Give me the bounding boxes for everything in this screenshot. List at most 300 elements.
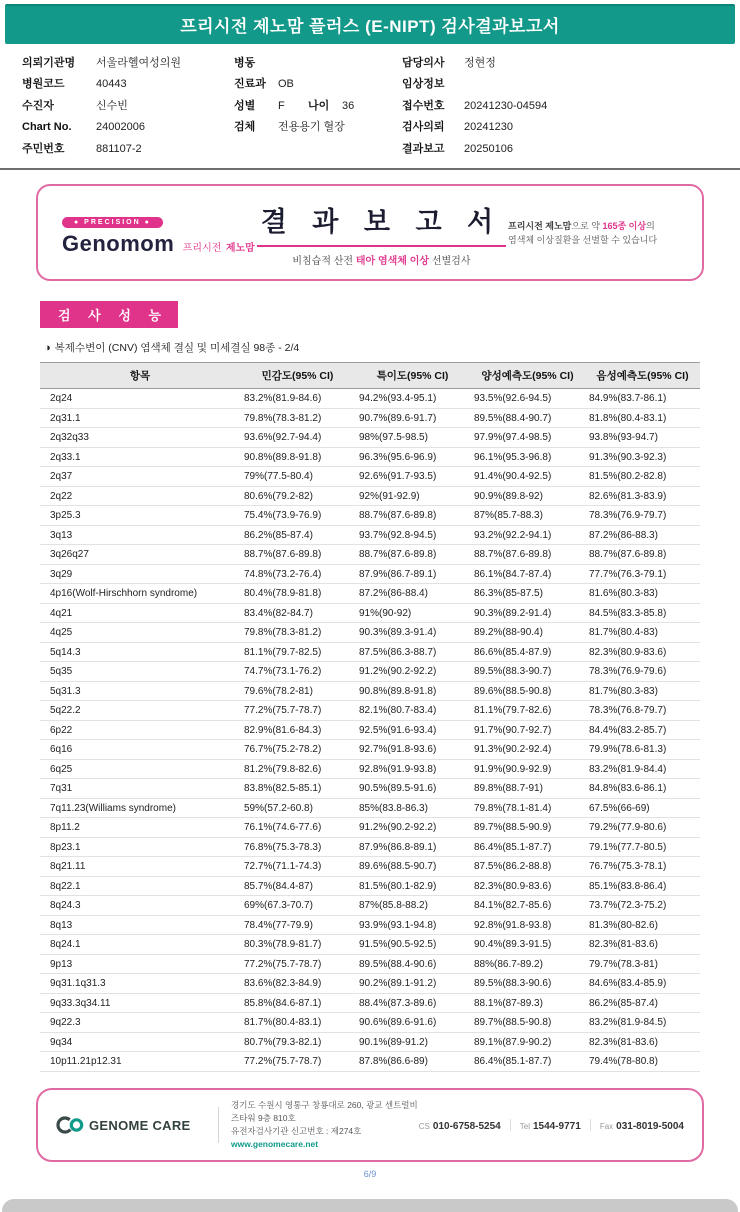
field-value: 36 (342, 99, 355, 112)
field-patient-name (22, 96, 234, 117)
item-cell: 9q34 (40, 1032, 240, 1052)
value-cell: 93.7%(92.8-94.5) (355, 525, 470, 545)
value-cell: 82.3%(81-83.6) (585, 935, 700, 955)
value-cell: 59%(57.2-60.8) (240, 798, 355, 818)
contact-separator (590, 1119, 591, 1131)
value-cell: 79%(77.5-80.4) (240, 467, 355, 487)
value-cell: 87.9%(86.8-89.1) (355, 837, 470, 857)
value-cell: 87.5%(86.3-88.7) (355, 642, 470, 662)
value-cell: 87.5%(86.2-88.8) (470, 857, 585, 877)
value-cell: 88.4%(87.3-89.6) (355, 993, 470, 1013)
value-cell: 91.3%(90.3-92.3) (585, 447, 700, 467)
table-row (40, 818, 700, 838)
item-cell: 9q22.3 (40, 1013, 240, 1033)
field-label: 검사의뢰 (402, 121, 445, 134)
table-row (40, 545, 700, 565)
field-label: 나이 (308, 99, 330, 112)
value-cell: 82.3%(80.9-83.6) (470, 876, 585, 896)
value-cell: 81.2%(79.8-82.6) (240, 759, 355, 779)
item-cell: 2q32q33 (40, 428, 240, 448)
table-row (40, 428, 700, 448)
item-cell: 2q24 (40, 389, 240, 409)
value-cell: 74.7%(73.1-76.2) (240, 662, 355, 682)
value-cell: 76.7%(75.3-78.1) (585, 857, 700, 877)
field-hospital-code (22, 74, 234, 95)
value-cell: 91.9%(90.9-92.9) (470, 759, 585, 779)
value-cell: 84.4%(83.2-85.7) (585, 720, 700, 740)
value-cell: 90.9%(89.8-92) (470, 486, 585, 506)
item-cell: 8p23.1 (40, 837, 240, 857)
table-row (40, 993, 700, 1013)
value-cell: 93.6%(92.7-94.4) (240, 428, 355, 448)
value-cell: 92%(91-92.9) (355, 486, 470, 506)
value-cell: 90.3%(89.3-91.4) (355, 623, 470, 643)
value-cell: 79.4%(78-80.8) (585, 1052, 700, 1072)
value-cell: 79.2%(77.9-80.6) (585, 818, 700, 838)
cs-number: 010-6758-5254 (432, 1121, 501, 1133)
table-row (40, 740, 700, 760)
value-cell: 86.4%(85.1-87.7) (470, 1052, 585, 1072)
table-row (40, 1032, 700, 1052)
table-row (40, 857, 700, 877)
value-cell: 81.6%(80.3-83) (585, 584, 700, 604)
field-sex-age (234, 96, 402, 117)
value-cell: 74.8%(73.2-76.4) (240, 564, 355, 584)
value-cell: 87.2%(86-88.3) (585, 525, 700, 545)
value-cell: 78.3%(76.9-79.6) (585, 662, 700, 682)
value-cell: 84.9%(83.7-86.1) (585, 389, 700, 409)
field-clinical-info (402, 74, 720, 95)
item-cell: 5q35 (40, 662, 240, 682)
brand-kr: 프리시전 (182, 242, 222, 254)
field-chart-no (22, 117, 234, 138)
value-cell: 86.2%(85-87.4) (585, 993, 700, 1013)
cs-label: CS (418, 1122, 430, 1132)
value-cell: 81.5%(80.1-82.9) (355, 876, 470, 896)
brand-name: Genomom (62, 230, 175, 256)
item-cell: 6q16 (40, 740, 240, 760)
genomom-wordmark (62, 231, 255, 257)
item-cell: 6q25 (40, 759, 240, 779)
value-cell: 91.2%(90.2-92.2) (355, 662, 470, 682)
value-cell: 87%(85.7-88.3) (470, 506, 585, 526)
value-cell: 91.3%(90.2-92.4) (470, 740, 585, 760)
footer-address (231, 1099, 419, 1152)
value-cell: 91.2%(90.2-92.2) (355, 818, 470, 838)
item-cell: 8q21.11 (40, 857, 240, 877)
value-cell: 91%(90-92) (355, 603, 470, 623)
field-specimen (234, 117, 402, 138)
website-link[interactable]: www.genomecare.net (231, 1139, 319, 1150)
value-cell: 87.9%(86.7-89.1) (355, 564, 470, 584)
table-row (40, 584, 700, 604)
table-row (40, 759, 700, 779)
value-cell: 97.9%(97.4-98.5) (470, 428, 585, 448)
value-cell: 83.8%(82.5-85.1) (240, 779, 355, 799)
value-cell: 93.2%(92.2-94.1) (470, 525, 585, 545)
patient-info-col1 (22, 53, 234, 160)
value-cell: 90.3%(89.2-91.4) (470, 603, 585, 623)
table-row (40, 506, 700, 526)
table-row (40, 408, 700, 428)
value-cell: 69%(67.3-70.7) (240, 896, 355, 916)
item-cell: 2q33.1 (40, 447, 240, 467)
item-cell: 8q22.1 (40, 876, 240, 896)
contact-tel (520, 1116, 581, 1134)
field-receipt-no (402, 96, 720, 117)
field-value: 40443 (96, 78, 127, 91)
performance-table-body (40, 389, 700, 1072)
value-cell: 85%(83.8-86.3) (355, 798, 470, 818)
value-cell: 93.5%(92.6-94.5) (470, 389, 585, 409)
item-cell: 7q11.23(Williams syndrome) (40, 798, 240, 818)
field-value: 전용용기 혈장 (278, 121, 345, 134)
value-cell: 90.6%(89.6-91.6) (355, 1013, 470, 1033)
precision-badge: ● PRECISION ● (62, 217, 163, 228)
value-cell: 79.1%(77.7-80.5) (585, 837, 700, 857)
desc-line2: 염색체 이상질환을 선별할 수 있습니다 (508, 234, 658, 245)
subheading-suffix: 선별검사 (429, 256, 471, 268)
value-cell: 90.8%(89.8-91.8) (355, 681, 470, 701)
value-cell: 90.8%(89.8-91.8) (240, 447, 355, 467)
field-label: 병원코드 (22, 78, 65, 91)
report-heading: 결 과 보 고 서 (257, 200, 506, 247)
item-cell: 8q24.1 (40, 935, 240, 955)
value-cell: 80.7%(79.3-82.1) (240, 1032, 355, 1052)
value-cell: 96.1%(95.3-96.8) (470, 447, 585, 467)
header-sensitivity: 민감도(95% CI) (240, 363, 355, 389)
item-cell: 9p13 (40, 954, 240, 974)
table-row (40, 1013, 700, 1033)
field-value: 정현정 (464, 57, 496, 69)
brand-kr-bold: 제노맘 (225, 242, 255, 254)
address-line1: 경기도 수원시 영통구 창룡대로 260, 광교 센트럴비즈타워 9층 810호 (231, 1099, 418, 1123)
page-number: 6/9 (363, 1169, 377, 1180)
value-cell: 83.2%(81.9-84.5) (585, 1013, 700, 1033)
table-row (40, 935, 700, 955)
value-cell: 84.1%(82.7-85.6) (470, 896, 585, 916)
genomecare-logo (56, 1115, 206, 1135)
value-cell: 83.4%(82-84.7) (240, 603, 355, 623)
report-title-bar (5, 4, 735, 44)
patient-info-section (0, 44, 740, 170)
item-cell: 2q37 (40, 467, 240, 487)
value-cell: 85.1%(83.8-86.4) (585, 876, 700, 896)
value-cell: 89.1%(87.9-90.2) (470, 1032, 585, 1052)
contact-fax (600, 1116, 684, 1134)
field-value: 24002006 (96, 121, 145, 134)
desc-text2: 의 (646, 220, 655, 231)
item-cell: 5q14.3 (40, 642, 240, 662)
table-row (40, 837, 700, 857)
value-cell: 80.4%(78.9-81.8) (240, 584, 355, 604)
item-cell: 4p16(Wolf-Hirschhorn syndrome) (40, 584, 240, 604)
value-cell: 89.5%(88.4-90.7) (470, 408, 585, 428)
value-cell: 84.8%(83.6-86.1) (585, 779, 700, 799)
value-cell: 83.2%(81.9-84.6) (240, 389, 355, 409)
value-cell: 90.1%(89-91.2) (355, 1032, 470, 1052)
value-cell: 81.3%(80-82.6) (585, 915, 700, 935)
value-cell: 87%(85.8-88.2) (355, 896, 470, 916)
table-row (40, 896, 700, 916)
value-cell: 77.7%(76.3-79.1) (585, 564, 700, 584)
value-cell: 88.7%(87.6-89.8) (240, 545, 355, 565)
value-cell: 82.1%(80.7-83.4) (355, 701, 470, 721)
table-row (40, 525, 700, 545)
field-label: 수진자 (22, 99, 54, 112)
table-row (40, 662, 700, 682)
value-cell: 89.6%(88.5-90.7) (355, 857, 470, 877)
value-cell: 92.5%(91.6-93.4) (355, 720, 470, 740)
field-report-date (402, 139, 720, 160)
field-label: 주민번호 (22, 142, 65, 155)
value-cell: 91.5%(90.5-92.5) (355, 935, 470, 955)
report-description (508, 220, 686, 248)
table-row (40, 642, 700, 662)
desc-brand: 프리시전 제노맘 (508, 220, 572, 231)
field-department (234, 74, 402, 95)
value-cell: 86.3%(85-87.5) (470, 584, 585, 604)
value-cell: 93.9%(93.1-94.8) (355, 915, 470, 935)
value-cell: 78.3%(76.8-79.7) (585, 701, 700, 721)
field-doctor (402, 53, 720, 74)
table-row (40, 1052, 700, 1072)
value-cell: 81.5%(80.2-82.8) (585, 467, 700, 487)
value-cell: 79.6%(78.2-81) (240, 681, 355, 701)
item-cell: 10p11.21p12.31 (40, 1052, 240, 1072)
value-cell: 90.5%(89.5-91.6) (355, 779, 470, 799)
field-label: 결과보고 (402, 142, 445, 155)
field-label: 진료과 (234, 78, 266, 91)
value-cell: 80.6%(79.2-82) (240, 486, 355, 506)
value-cell: 76.7%(75.2-78.2) (240, 740, 355, 760)
tel-number: 1544-9771 (532, 1121, 581, 1133)
value-cell: 86.2%(85-87.4) (240, 525, 355, 545)
field-value: 20250106 (464, 142, 513, 155)
table-row (40, 915, 700, 935)
item-cell: 3p25.3 (40, 506, 240, 526)
table-row (40, 974, 700, 994)
field-request-date (402, 117, 720, 138)
subheading-prefix: 비침습적 산전 (292, 256, 356, 268)
item-cell: 2q22 (40, 486, 240, 506)
genomom-logo (54, 211, 255, 257)
performance-table-head (40, 363, 700, 389)
value-cell: 81.1%(79.7-82.6) (470, 701, 585, 721)
item-cell: 9q33.3q34.11 (40, 993, 240, 1013)
value-cell: 92.8%(91.9-93.8) (355, 759, 470, 779)
table-row (40, 954, 700, 974)
field-label: 임상정보 (402, 78, 445, 91)
footer-contacts (419, 1116, 684, 1134)
result-report-box (36, 184, 704, 281)
value-cell: 96.3%(95.6-96.9) (355, 447, 470, 467)
table-row (40, 467, 700, 487)
patient-info-col2 (234, 53, 402, 160)
value-cell: 88.7%(87.6-89.8) (355, 506, 470, 526)
table-row (40, 701, 700, 721)
header-ppv: 양성예측도(95% CI) (470, 363, 585, 389)
table-row (40, 389, 700, 409)
table-header-row (40, 363, 700, 389)
value-cell: 79.9%(78.6-81.3) (585, 740, 700, 760)
field-label: 접수번호 (402, 99, 445, 112)
desc-highlight: 165종 이상 (602, 220, 647, 231)
value-cell: 86.1%(84.7-87.4) (470, 564, 585, 584)
value-cell: 93.8%(93-94.7) (585, 428, 700, 448)
value-cell: 91.4%(90.4-92.5) (470, 467, 585, 487)
value-cell: 88.7%(87.6-89.8) (470, 545, 585, 565)
value-cell: 77.2%(75.7-78.7) (240, 954, 355, 974)
value-cell: 89.5%(88.3-90.7) (470, 662, 585, 682)
value-cell: 82.9%(81.6-84.3) (240, 720, 355, 740)
item-cell: 5q22.2 (40, 701, 240, 721)
fax-number: 031-8019-5004 (616, 1121, 684, 1133)
contact-cs (419, 1116, 501, 1134)
value-cell: 94.2%(93.4-95.1) (355, 389, 470, 409)
table-row (40, 798, 700, 818)
table-row (40, 681, 700, 701)
report-subheading (255, 252, 508, 267)
value-cell: 89.8%(88.7-91) (470, 779, 585, 799)
subheading-highlight: 태아 염색체 이상 (355, 256, 430, 268)
field-label: 성별 (234, 99, 256, 112)
value-cell: 76.1%(74.6-77.6) (240, 818, 355, 838)
item-cell: 8q13 (40, 915, 240, 935)
item-cell: 9q31.1q31.3 (40, 974, 240, 994)
value-cell: 92.6%(91.7-93.5) (355, 467, 470, 487)
tel-label: Tel (519, 1122, 530, 1132)
table-row (40, 447, 700, 467)
item-cell: 4q25 (40, 623, 240, 643)
item-cell: 3q26q27 (40, 545, 240, 565)
field-value: OB (278, 78, 294, 91)
value-cell: 89.7%(88.5-90.8) (470, 1013, 585, 1033)
value-cell: 77.2%(75.7-78.7) (240, 1052, 355, 1072)
value-cell: 78.3%(76.9-79.7) (585, 506, 700, 526)
report-heading-block (255, 200, 508, 267)
field-label: Chart No. (22, 121, 72, 134)
value-cell: 72.7%(71.1-74.3) (240, 857, 355, 877)
footer-divider (218, 1107, 219, 1143)
contact-separator (510, 1119, 511, 1131)
value-cell: 83.6%(82.3-84.9) (240, 974, 355, 994)
item-cell: 3q29 (40, 564, 240, 584)
value-cell: 87.2%(86-88.4) (355, 584, 470, 604)
value-cell: 76.8%(75.3-78.3) (240, 837, 355, 857)
field-value: 20241230-04594 (464, 99, 548, 112)
header-npv: 음성예측도(95% CI) (585, 363, 700, 389)
value-cell: 92.8%(91.8-93.8) (470, 915, 585, 935)
table-note-text: 복제수변이 (CNV) 염색체 결실 및 미세결실 98종 - 2/4 (54, 342, 300, 355)
value-cell: 90.7%(89.6-91.7) (355, 408, 470, 428)
field-ordering-org (22, 53, 234, 74)
value-cell: 80.3%(78.9-81.7) (240, 935, 355, 955)
field-value: 20241230 (464, 121, 513, 134)
table-row (40, 779, 700, 799)
field-label: 담당의사 (402, 57, 445, 69)
value-cell: 84.5%(83.3-85.8) (585, 603, 700, 623)
value-cell: 92.7%(91.8-93.6) (355, 740, 470, 760)
header-item: 항목 (40, 363, 240, 389)
value-cell: 73.7%(72.3-75.2) (585, 896, 700, 916)
field-label: 의뢰기관명 (22, 57, 76, 69)
value-cell: 82.6%(81.3-83.9) (585, 486, 700, 506)
value-cell: 98%(97.5-98.5) (355, 428, 470, 448)
header-specificity: 특이도(95% CI) (355, 363, 470, 389)
value-cell: 81.1%(79.7-82.5) (240, 642, 355, 662)
value-cell: 81.7%(80.4-83.1) (240, 1013, 355, 1033)
value-cell: 84.6%(83.4-85.9) (585, 974, 700, 994)
value-cell: 89.5%(88.3-90.6) (470, 974, 585, 994)
section-title-test-performance: 검 사 성 능 (40, 301, 178, 328)
item-cell: 8p11.2 (40, 818, 240, 838)
genomecare-logo-icon (56, 1115, 84, 1135)
table-row (40, 876, 700, 896)
field-label: 병동 (234, 57, 256, 69)
field-value: F (278, 99, 285, 112)
value-cell: 79.7%(78.3-81) (585, 954, 700, 974)
field-value: 881107-2 (96, 142, 142, 155)
value-cell: 81.7%(80.3-83) (585, 681, 700, 701)
item-cell: 5q31.3 (40, 681, 240, 701)
field-ward (234, 53, 402, 74)
footer-box (36, 1088, 704, 1163)
value-cell: 82.3%(81-83.6) (585, 1032, 700, 1052)
desc-text1: 으로 약 (571, 220, 603, 231)
table-row (40, 623, 700, 643)
value-cell: 83.2%(81.9-84.4) (585, 759, 700, 779)
value-cell: 89.6%(88.5-90.8) (470, 681, 585, 701)
value-cell: 78.4%(77-79.9) (240, 915, 355, 935)
value-cell: 89.2%(88-90.4) (470, 623, 585, 643)
field-label: 검체 (234, 121, 256, 134)
value-cell: 67.5%(66-69) (585, 798, 700, 818)
field-value: 신수빈 (96, 99, 128, 112)
value-cell: 89.5%(88.4-90.6) (355, 954, 470, 974)
patient-info-col3 (402, 53, 720, 160)
value-cell: 90.4%(89.3-91.5) (470, 935, 585, 955)
field-resident-no (22, 139, 234, 160)
performance-table (40, 362, 700, 1072)
value-cell: 90.2%(89.1-91.2) (355, 974, 470, 994)
table-row (40, 720, 700, 740)
value-cell: 86.6%(85.4-87.9) (470, 642, 585, 662)
fax-label: Fax (599, 1122, 614, 1132)
value-cell: 91.7%(90.7-92.7) (470, 720, 585, 740)
value-cell: 87.8%(86.6-89) (355, 1052, 470, 1072)
field-value: 서울라헬여성의원 (96, 57, 182, 69)
item-cell: 2q31.1 (40, 408, 240, 428)
value-cell: 81.7%(80.4-83) (585, 623, 700, 643)
address-line2: 유전자검사기관 신고번호 : 제274호 (231, 1126, 362, 1137)
item-cell: 4q21 (40, 603, 240, 623)
value-cell: 88%(86.7-89.2) (470, 954, 585, 974)
table-row (40, 564, 700, 584)
value-cell: 86.4%(85.1-87.7) (470, 837, 585, 857)
value-cell: 89.7%(88.5-90.9) (470, 818, 585, 838)
half-circle-icon: ◑ (44, 342, 51, 355)
next-page-edge (2, 1199, 738, 1212)
value-cell: 85.7%(84.4-87) (240, 876, 355, 896)
table-note (44, 340, 740, 355)
item-cell: 7q31 (40, 779, 240, 799)
value-cell: 77.2%(75.7-78.7) (240, 701, 355, 721)
value-cell: 88.7%(87.6-89.8) (585, 545, 700, 565)
table-row (40, 603, 700, 623)
table-row (40, 486, 700, 506)
item-cell: 3q13 (40, 525, 240, 545)
